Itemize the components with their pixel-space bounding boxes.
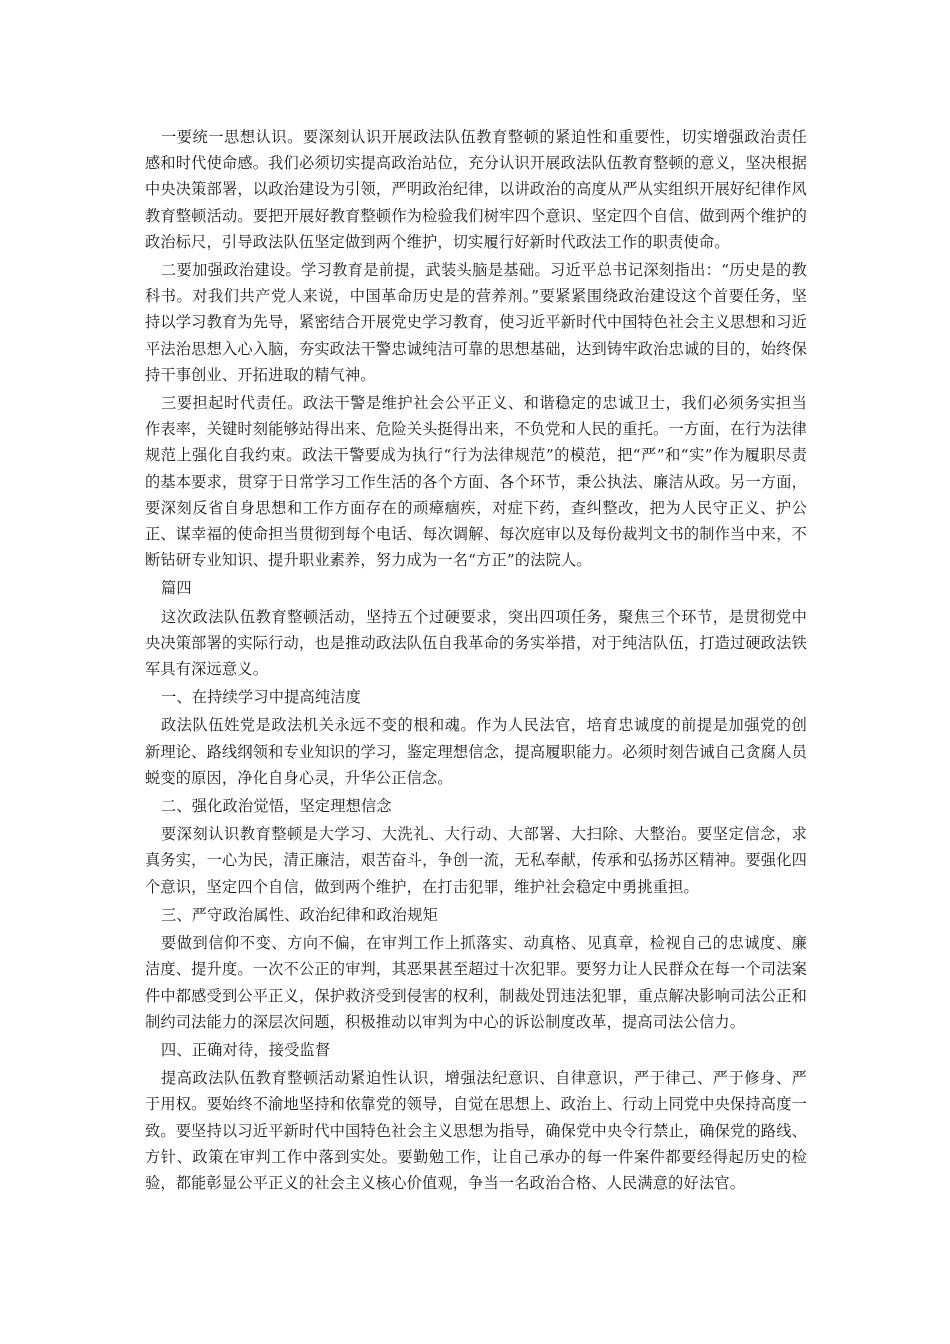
paragraph-part-four-intro: 这次政法队伍教育整顿活动，坚持五个过硬要求，突出四项任务，聚焦三个环节，是贯彻党中央决策部署的实际行动，也是推动政法队伍自我革命的务实举措，对于纯洁队伍，打造过硬政法铁军具有深远意义。 <box>145 607 807 679</box>
heading-political-awareness: 二、强化政治觉悟，坚定理想信念 <box>161 797 392 816</box>
section-title-part-four: 篇四 <box>161 579 192 598</box>
paragraph-era-responsibility: 三要担起时代责任。政法干警是维护社会公平正义、和谐稳定的忠诚卫士，我们必须务实担当作表率，关键时刻能够站得出来、危险关头挺得出来，不负党和人民的重托。一方面，在行为法律规范上强化自我约束。政法干警要成为执行“行为法律规范”的模范，把“严”和“实”作为履职尽责的基本要求，贯穿于日常学习工作生活的各个方面、各个环节，秉公执法、廉洁从政。另一方面，要深刻反省自身思想和工作方面存在的顽瘴痼疾，对症下药，查纠整改，把为人民守正义、护公正、谋幸福的使命担当贯彻到每个电话、每次调解、每次庭审以及每份裁判文书的制作当中来，不断钻研专业知识、提升职业素养，努力成为一名“方正”的法院人。 <box>145 394 807 570</box>
paragraph-political-building: 二要加强政治建设。学习教育是前提，武装头脑是基础。习近平总书记深刻指出：“历史是的教科书。对我们共产党人来说，中国革命历史是的营养剂。”要紧紧围绕政治建设这个首要任务，坚持以学习教育为先导，紧密结合开展党史学习教育，使习近平新时代中国特色社会主义思想和习近平法治思想入心入脑，夯实政法干警忠诚纯洁可靠的思想基础，达到铸牢政治忠诚的目的，始终保持干事创业、开拓进取的精气神。 <box>145 261 807 384</box>
paragraph-unify-thinking: 一要统一思想认识。要深刻认识开展政法队伍教育整顿的紧迫性和重要性，切实增强政治责任感和时代使命感。我们必须切实提高政治站位，充分认识开展政法队伍教育整顿的意义，坚决根据中央决策部署，以政治建设为引领，严明政治纪律，以讲政治的高度从严从实组织开展好纪律作风教育整顿活动。要把开展好教育整顿作为检验我们树牢四个意识、坚定四个自信、做到两个维护的政治标尺，引导政法队伍坚定做到两个维护，切实履行好新时代政法工作的职责使命。 <box>145 128 807 251</box>
document-body <box>145 124 807 1198</box>
paragraph-political-awareness: 要深刻认识教育整顿是大学习、大洗礼、大行动、大部署、大扫除、大整治。要坚定信念，求真务实，一心为民，清正廉洁，艰苦奋斗，争创一流，无私奉献，传承和弘扬苏区精神。要强化四个意识，坚定四个自信，做到两个维护，在打击犯罪，维护社会稳定中勇挑重担。 <box>145 825 807 896</box>
heading-accept-supervision: 四、正确对待，接受监督 <box>161 1040 331 1059</box>
heading-political-discipline: 三、严守政治属性、政治纪律和政治规矩 <box>161 905 438 924</box>
paragraph-accept-supervision: 提高政法队伍教育整顿活动紧迫性认识，增强法纪意识、自律意识，严于律己、严于修身、严于用权。要始终不渝地坚持和依靠党的领导，自觉在思想上、政治上、行动上同党中央保持高度一致。要坚持以习近平新时代中国特色社会主义思想为指导，确保党中央令行禁止，确保党的路线、方针、政策在审判工作中落到实处。要勤勉工作，让自己承办的每一件案件都要经得起历史的检验，都能彰显公平正义的社会主义核心价值观，争当一名政治合格、人民满意的好法官。 <box>145 1069 807 1192</box>
paragraph-political-discipline: 要做到信仰不变、方向不偏，在审判工作上抓落实、动真格、见真章，检视自己的忠诚度、廉洁度、提升度。一次不公正的审判，其恶果甚至超过十次犯罪。要努力让人民群众在每一个司法案件中都感受到公平正义，保护救济受到侵害的权利，制裁处罚违法犯罪，重点解决影响司法公正和制约司法能力的深层次问题，积极推动以审判为中心的诉讼制度改革，提高司法公信力。 <box>145 934 807 1031</box>
paragraph-continuous-learning: 政法队伍姓党是政法机关永远不变的根和魂。作为人民法官，培育忠诚度的前提是加强党的创新理论、路线纲领和专业知识的学习，鉴定理想信念，提高履职能力。必须时刻告诫自己贪腐人员蜕变的原因，净化自身心灵，升华公正信念。 <box>145 716 807 787</box>
heading-continuous-learning: 一、在持续学习中提高纯洁度 <box>161 688 362 707</box>
